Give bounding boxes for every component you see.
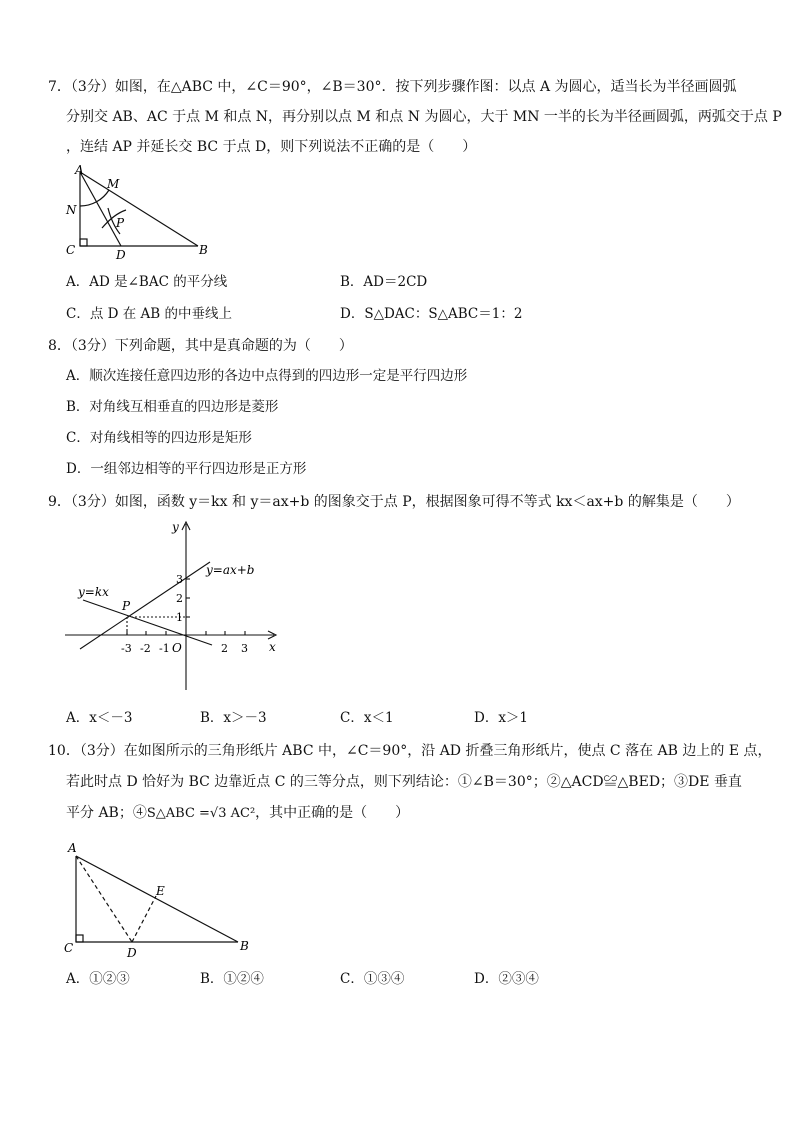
q10-stem-line3 (66, 806, 409, 820)
q8-option-d: D．一组邻边相等的平行四边形是正方形 (66, 461, 307, 477)
q9-xtick-label-2: 2 (221, 642, 228, 655)
q9-label-line-kx: y=kx (78, 585, 109, 599)
q8-option-b: B．对角线互相垂直的四边形是菱形 (66, 399, 279, 415)
q10-label-d: D (127, 946, 137, 960)
q9-label-point-p: P (122, 599, 131, 613)
q10-side-ab (76, 856, 238, 942)
q10-option-c: C．①③④ (340, 971, 405, 987)
q7-option-a: A．AD 是∠BAC 的平分线 (66, 274, 228, 290)
q10-right-angle-mark (76, 935, 83, 942)
q9-xtick-label-m1: -1 (159, 642, 170, 655)
q7-option-d: D．S△DAC：S△ABC＝1：2 (340, 306, 523, 322)
q8-option-a: A．顺次连接任意四边形的各边中点得到的四边形一定是平行四边形 (66, 368, 468, 384)
q7-stem-line3: ，连结 AP 并延长交 BC 于点 D，则下列说法不正确的是（ ） (66, 139, 477, 155)
q10-option-d: D．②③④ (474, 971, 539, 987)
q9-label-origin: O (172, 641, 182, 655)
q7-stem-line1: 7．（3分）如图，在△ABC 中，∠C＝90°，∠B＝30°．按下列步骤作图：以点 A 为圆心，适当长为半径画圆弧 (48, 79, 737, 95)
q7-label-p: P (116, 216, 125, 230)
q8-option-c: C．对角线相等的四边形是矩形 (66, 430, 252, 446)
q10-stem-line3-a: 平分 AB；④ (66, 805, 147, 821)
q7-label-c: C (66, 243, 76, 257)
q9-xtick-label-m3: -3 (121, 642, 132, 655)
q7-stem-line2: 分别交 AB、AC 于点 M 和点 N，再分别以点 M 和点 N 为圆心，大于 MN 一半的长为半径画圆弧，两弧交于点 P (66, 109, 782, 125)
q7-label-m: M (107, 177, 120, 191)
q9-xtick-label-m2: -2 (140, 642, 151, 655)
q7-right-angle-mark (80, 239, 87, 246)
q10-label-b: B (240, 939, 249, 953)
q7-label-n: N (66, 203, 77, 217)
q10-stem-line3-b: ，其中正确的是（ ） (255, 805, 410, 821)
q10-option-b: B．①②④ (200, 971, 264, 987)
q9-line-kx (83, 600, 212, 645)
q9-stem: 9．（3分）如图，函数 y＝kx 和 y＝ax+b 的图象交于点 P，根据图象可得不等式 kx＜ax+b 的解集是（ ） (48, 494, 740, 510)
q9-label-line-ax-b: y=ax+b (206, 563, 255, 577)
q10-fold-line-ad (76, 856, 132, 942)
q9-ytick-label-1: 1 (176, 611, 183, 624)
q9-xtick-label-3: 3 (241, 642, 248, 655)
q7-label-b: B (199, 243, 208, 257)
q10-area-formula: S△ABC =√3 AC² (146, 806, 256, 821)
q10-stem-line1: 10．（3分）在如图所示的三角形纸片 ABC 中，∠C＝90°，沿 AD 折叠三角形纸片，使点 C 落在 AB 边上的 E 点， (48, 743, 772, 759)
q7-figure (58, 162, 228, 262)
q10-stem-line2: 若此时点 D 恰好为 BC 边靠近点 C 的三等分点，则下列结论：①∠B＝30°；②△ACD≌△BED；③DE 垂直 (66, 774, 742, 790)
q10-option-a: A．①②③ (66, 971, 130, 987)
q10-label-c: C (64, 941, 74, 955)
q9-option-c: C．x＜1 (340, 710, 394, 726)
q9-label-x-axis: x (269, 640, 276, 654)
q9-label-y-axis: y (172, 520, 179, 534)
q9-option-b: B．x＞－3 (200, 710, 267, 726)
q9-ytick-label-2: 2 (176, 592, 183, 605)
q10-label-a: A (68, 841, 77, 855)
q9-ytick-label-3: 3 (176, 573, 183, 586)
q7-label-a: A (75, 163, 84, 177)
q7-option-b: B．AD＝2CD (340, 274, 428, 290)
q9-graph (60, 518, 290, 700)
q9-option-a: A．x＜－3 (66, 710, 133, 726)
q10-label-e: E (156, 884, 165, 898)
q7-option-c: C．点 D 在 AB 的中垂线上 (66, 306, 232, 322)
q7-side-ab (80, 172, 198, 246)
q10-segment-de (132, 896, 156, 942)
q8-stem: 8．（3分）下列命题，其中是真命题的为（ ） (48, 338, 353, 354)
q7-label-d: D (116, 248, 126, 262)
q9-option-d: D．x＞1 (474, 710, 529, 726)
q10-figure (58, 836, 268, 964)
